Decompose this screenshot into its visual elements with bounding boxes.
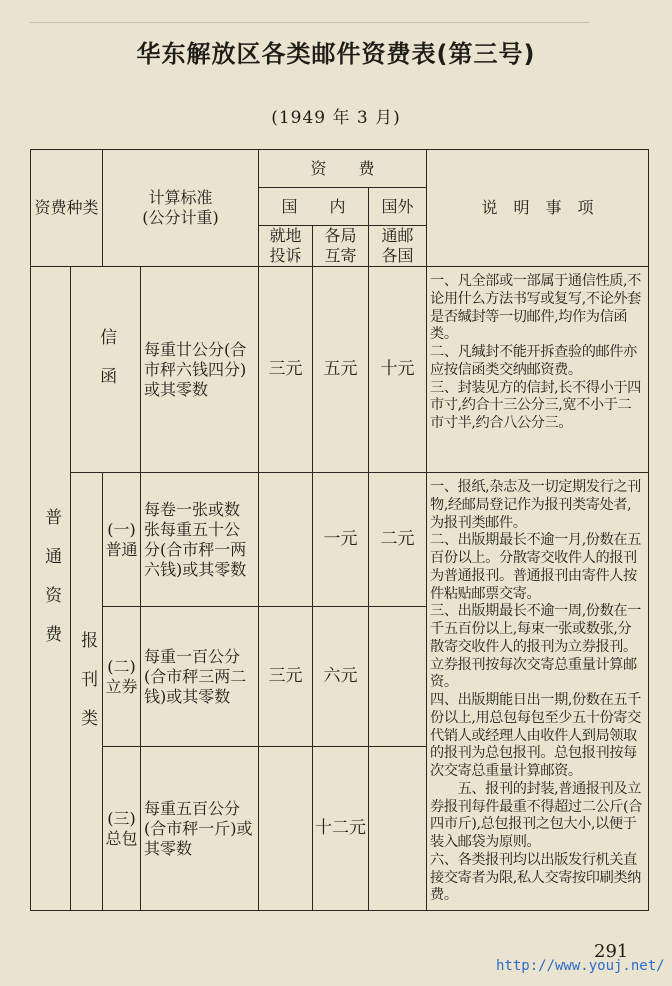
newspaper-standard: 每重五百公分(合市秤一斤)或其零数 — [141, 747, 259, 911]
newspapers-category: 报刊类 — [71, 473, 103, 911]
header-standard: 计算标准 (公分计重) — [103, 150, 259, 267]
newspaper-local-fee: 三元 — [259, 607, 313, 747]
newspaper-international-fee: 二元 — [369, 473, 427, 607]
newspaper-subtype — [103, 747, 141, 911]
group-label: 普通资费 — [31, 267, 71, 911]
newspaper-local-fee — [259, 747, 313, 911]
subtype-number: (二) — [107, 656, 136, 676]
newspaper-intercity-fee: 一元 — [313, 473, 369, 607]
header-foreign: 国外 — [369, 188, 427, 226]
letters-standard: 每重廿公分(合市秤六钱四分)或其零数 — [141, 267, 259, 473]
page-title: 华东解放区各类邮件资费表(第三号) — [136, 40, 536, 68]
subtype-name: 普通 — [105, 539, 138, 559]
newspaper-standard: 每卷一张或数张每重五十公分(合市秤一两六钱)或其零数 — [141, 473, 259, 607]
page-date: (1949 年 3 月) — [271, 108, 401, 128]
header-intercity: 各局 互寄 — [313, 226, 369, 267]
newspaper-international-fee — [369, 607, 427, 747]
newspaper-subtype — [103, 607, 141, 747]
letters-category: 信函 — [71, 267, 141, 473]
fee-table — [30, 149, 649, 911]
subtype-name: 总包 — [105, 828, 138, 848]
header-category: 资费种类 — [31, 150, 103, 267]
header-local: 就地 投诉 — [259, 226, 313, 267]
letters-intercity-fee: 五元 — [313, 267, 369, 473]
newspaper-standard: 每重一百公分(合市秤三两二钱)或其零数 — [141, 607, 259, 747]
header-fee: 资 费 — [259, 150, 427, 188]
top-margin-stripe — [30, 0, 590, 23]
newspaper-intercity-fee: 六元 — [313, 607, 369, 747]
subtype-number: (一) — [107, 519, 136, 539]
subtype-name: 立券 — [105, 676, 138, 696]
source-url-link[interactable]: http://www.youj.net/ — [496, 958, 665, 974]
subtype-number: (三) — [107, 808, 136, 828]
letters-notes: 一、凡全部或一部属于通信性质,不论用什么方法书写或复写,不论外套是否缄封等一切邮件,均作为信函类。 二、凡缄封不能开拆查验的邮件亦应按信函类交纳邮资费。 三、封装见方的信封,长不得小于四市寸,约合十三公分三,宽不小于二市寸半,约合八公分三。 — [427, 267, 649, 473]
header-domestic: 国 内 — [259, 188, 369, 226]
page-number: 291 — [594, 941, 629, 962]
newspaper-subtype — [103, 473, 141, 607]
letters-international-fee: 十元 — [369, 267, 427, 473]
header-international: 通邮 各国 — [369, 226, 427, 267]
newspaper-international-fee — [369, 747, 427, 911]
header-notes: 说 明 事 项 — [427, 150, 649, 267]
letters-local-fee: 三元 — [259, 267, 313, 473]
newspapers-notes: 一、报纸,杂志及一切定期发行之刊物,经邮局登记作为报刊类寄处者,为报刊类邮件。 二、出版期最长不逾一月,份数在五百份以上。分散寄交收件人的报刊为普通报刊。普通报刊由寄件人按件粘贴邮票交寄。 三、出版期最长不逾一周,份数在一千五百份以上,每束一张或数张,分散寄交收件人的报刊为立券报刊。立券报刊按每次交寄总重量计算邮资。 四、出版期能日出一期,份数在五千份以上,用总包每包至少五十份寄交代销人或经理人由收件人到局领取的报刊为总包报刊。总包报刊按每次交寄总重量计算邮资。 五、报刊的封装,普通报刊及立券报刊每件最重不得超过二公斤(合四市斤),总包报刊之包大小,以便于装入邮袋为原则。 六、各类报刊均以出版发行机关直接交寄者为限,私人交寄按印刷类纳费。 — [427, 473, 649, 911]
newspaper-intercity-fee: 十二元 — [313, 747, 369, 911]
newspaper-local-fee — [259, 473, 313, 607]
